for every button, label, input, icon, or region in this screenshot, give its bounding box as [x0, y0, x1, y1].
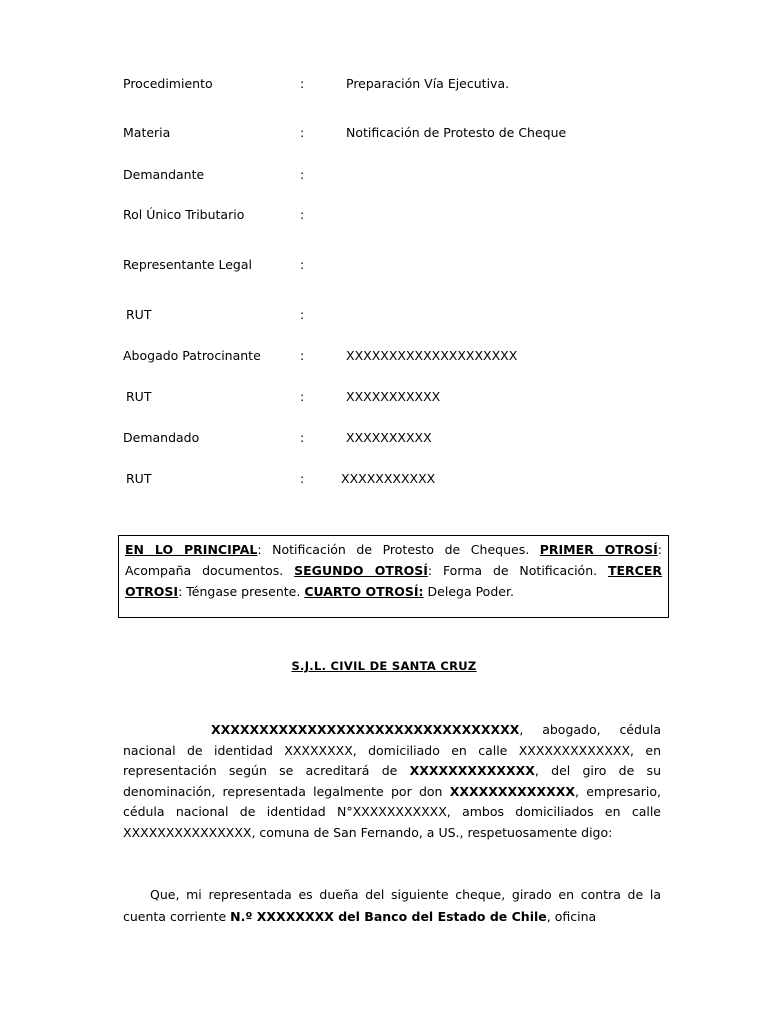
- field-rol-unico-tributario: [0, 207, 768, 223]
- field-colon: :: [300, 76, 305, 91]
- primer-otrosi-heading: PRIMER OTROSÍ: [539, 542, 658, 557]
- field-demandado: [0, 430, 768, 446]
- summary-colon: :: [657, 542, 662, 557]
- field-label: RUT: [126, 471, 152, 486]
- paragraph-intro-text-3: , empresario, cédula nacional de identidad N°XXXXXXXXXXX, ambos domiciliados en calle XXXXXXXXXXXXXXX, comuna de San Fernando, a US., respetuosamente digo:: [123, 783, 661, 840]
- paragraph-intro: [123, 720, 661, 843]
- cuarto-otrosi-text: Delega Poder.: [423, 584, 514, 599]
- field-rut-representante: [0, 307, 768, 323]
- tercer-otrosi-text: Téngase presente.: [182, 584, 305, 599]
- paragraph-cheque-text-1: Que, mi representada es dueña del siguiente cheque, girado en contra de la cuenta corriente: [123, 887, 661, 924]
- field-value: XXXXXXXXXXX: [341, 471, 436, 486]
- field-label: Demandado: [123, 430, 200, 445]
- en-lo-principal-heading: EN LO PRINCIPAL: [125, 542, 258, 557]
- field-colon: :: [300, 389, 305, 404]
- summary-box: [118, 535, 669, 618]
- field-materia: [0, 125, 768, 141]
- segundo-otrosi-text: Forma de Notificación.: [432, 563, 608, 578]
- tercer-otrosi-heading: TERCER OTROSI: [125, 563, 662, 599]
- lawyer-name: XXXXXXXXXXXXXXXXXXXXXXXXXXXXXXXX: [211, 722, 520, 737]
- summary-colon: :: [427, 563, 433, 578]
- account-number: N.º XXXXXXXX del Banco del Estado de Chile: [230, 909, 547, 924]
- field-procedimiento: [0, 76, 768, 92]
- field-value: XXXXXXXXXXX: [346, 389, 441, 404]
- field-colon: :: [300, 430, 305, 445]
- field-value: XXXXXXXXXXXXXXXXXXXX: [346, 348, 518, 363]
- cuarto-otrosi-heading: CUARTO OTROSÍ:: [304, 584, 424, 599]
- field-label: Demandante: [123, 167, 205, 182]
- company-name: XXXXXXXXXXXXX: [409, 763, 535, 778]
- summary-text: [125, 539, 662, 602]
- field-abogado-patrocinante: [0, 348, 768, 364]
- paragraph-cheque-text-2: , oficina: [546, 909, 597, 924]
- field-demandante: [0, 167, 768, 183]
- field-label: RUT: [126, 389, 152, 404]
- segundo-otrosi-heading: SEGUNDO OTROSÍ: [294, 563, 428, 578]
- summary-colon: :: [178, 584, 183, 599]
- summary-colon: :: [257, 542, 262, 557]
- field-colon: :: [300, 167, 305, 182]
- field-rut-abogado: [0, 389, 768, 405]
- field-label: Rol Único Tributario: [123, 207, 245, 222]
- field-label: Procedimiento: [123, 76, 213, 91]
- field-label: Abogado Patrocinante: [123, 348, 261, 363]
- principal-text: Notificación de Protesto de Cheques.: [261, 542, 540, 557]
- field-colon: :: [300, 348, 305, 363]
- field-colon: :: [300, 307, 305, 322]
- field-label: RUT: [126, 307, 152, 322]
- field-value: XXXXXXXXXX: [346, 430, 432, 445]
- field-colon: :: [300, 125, 305, 140]
- field-label: Materia: [123, 125, 171, 140]
- field-value: Notificación de Protesto de Cheque: [346, 125, 567, 140]
- field-representante-legal: [0, 257, 768, 273]
- primer-otrosi-text: Acompaña documentos.: [125, 563, 295, 578]
- field-colon: :: [300, 471, 305, 486]
- field-rut-demandado: [0, 471, 768, 487]
- paragraph-cheque: [123, 884, 661, 928]
- representative-name: XXXXXXXXXXXXX: [449, 783, 575, 799]
- field-colon: :: [300, 257, 305, 272]
- field-value: Preparación Vía Ejecutiva.: [346, 76, 510, 91]
- field-colon: :: [300, 207, 305, 222]
- paragraph-intro-text-2: , del giro de su denominación, representada legalmente por don: [123, 763, 661, 799]
- field-label: Representante Legal: [123, 257, 252, 272]
- paragraph-intro-text-1: , abogado, cédula nacional de identidad XXXXXXXX, domiciliado en calle XXXXXXXXXXXXX, en representación según se acreditará de: [123, 722, 661, 778]
- court-title: S.J.L. CIVIL DE SANTA CRUZ: [291, 659, 477, 673]
